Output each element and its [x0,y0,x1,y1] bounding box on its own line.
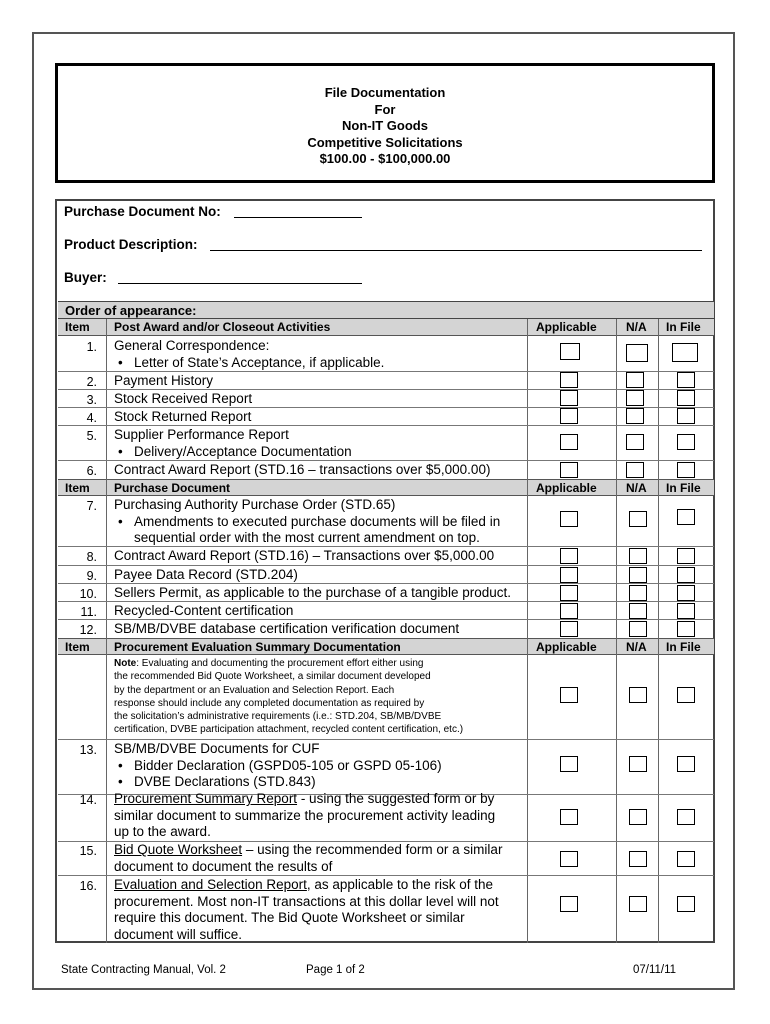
item-link-text: Bid Quote Worksheet [114,842,243,857]
in-file-checkbox[interactable] [677,756,695,772]
note-line: the solicitation’s administrative requirements (i.e.: STD.204, SB/MB/DVBE [114,711,442,723]
applicable-checkbox[interactable] [560,462,578,478]
purchase-document-field[interactable] [234,217,362,218]
na-checkbox[interactable] [629,756,647,772]
item-text: - using the suggested form or by [297,791,495,806]
note-label: Note [114,658,137,669]
in-file-checkbox[interactable] [677,390,695,406]
note-line: response should include any completed documentation as required by [114,697,425,709]
applicable-checkbox[interactable] [560,434,578,450]
item-text: Purchasing Authority Purchase Order (STD.65) [114,497,396,512]
order-of-appearance-header: Order of appearance: [58,301,714,319]
col-in-file: In File [666,320,701,334]
in-file-checkbox[interactable] [677,896,695,912]
evaluation-note [114,657,463,737]
applicable-checkbox[interactable] [560,809,578,825]
list-item [114,338,384,371]
row-divider [58,565,714,566]
na-checkbox[interactable] [626,408,644,424]
title-line-2: For [374,101,396,117]
col-na: N/A [626,320,647,334]
item-number: 9. [86,569,97,583]
item-text: up to the award. [114,824,211,839]
applicable-checkbox[interactable] [560,567,578,583]
in-file-checkbox[interactable] [677,809,695,825]
item-bullet-continued: sequential order with the most current amendment on top. [134,530,480,545]
note-line: by the department or an Evaluation and Selection Report. Each [114,684,395,696]
list-item: Sellers Permit, as applicable to the purchase of a tangible product. [114,585,511,600]
title-line-5: $100.00 - $100,000.00 [319,151,451,166]
column-divider [658,319,659,943]
list-item [114,842,502,875]
list-item: Contract Award Report (STD.16 – transactions over $5,000.00) [114,462,491,477]
applicable-checkbox[interactable] [560,390,578,406]
applicable-checkbox[interactable] [560,511,578,527]
buyer-field[interactable] [118,283,362,284]
applicable-checkbox[interactable] [560,621,578,637]
section-title-purchase-document: Purchase Document [114,481,231,495]
item-number: 1. [86,340,97,354]
item-number: 3. [86,393,97,407]
applicable-checkbox[interactable] [560,756,578,772]
item-text: similar document to summarize the procurement activity leading [114,807,496,823]
in-file-checkbox[interactable] [677,621,695,637]
item-number: 13. [79,743,97,757]
item-bullet: • Delivery/Acceptance Documentation [114,444,352,461]
col-in-file: In File [666,640,701,654]
row-divider [58,875,714,876]
in-file-checkbox[interactable] [677,687,695,703]
col-na: N/A [626,640,647,654]
list-item: Payee Data Record (STD.204) [114,567,298,582]
item-number: 6. [86,464,97,478]
item-number: 2. [86,375,97,389]
list-item: Contract Award Report (STD.16) – Transactions over $5,000.00 [114,548,495,563]
item-number: 12. [79,623,97,637]
item-text: , as applicable to the risk of the [306,877,493,892]
item-text: – using the recommended form or a similar [242,842,503,857]
product-description-label: Product Description: [64,237,198,252]
title-line-4: Competitive Solicitations [307,134,463,150]
col-item: Item [65,640,90,654]
applicable-checkbox[interactable] [560,603,578,619]
row-divider [58,460,714,461]
na-checkbox[interactable] [629,585,647,601]
row-divider [58,371,714,372]
footer-manual-title: State Contracting Manual, Vol. 2 [61,964,226,976]
item-number: 16. [79,879,97,893]
in-file-checkbox[interactable] [677,851,695,867]
col-item: Item [65,481,90,495]
column-divider [616,319,617,943]
in-file-checkbox[interactable] [677,462,695,478]
item-number: 5. [86,429,97,443]
col-item: Item [65,320,90,334]
applicable-checkbox[interactable] [560,548,578,564]
item-bullet: • Letter of State’s Acceptance, if applicable. [114,355,384,372]
item-text: document will suffice. [114,926,243,942]
in-file-checkbox[interactable] [677,372,695,388]
item-number: 15. [79,844,97,858]
na-checkbox[interactable] [626,462,644,478]
row-divider [58,739,714,740]
item-text: procurement. Most non-IT transactions at this dollar level will not [114,893,499,909]
applicable-checkbox[interactable] [560,896,578,912]
na-checkbox[interactable] [626,390,644,406]
na-checkbox[interactable] [629,603,647,619]
col-in-file: In File [666,481,701,495]
item-text: SB/MB/DVBE Documents for CUF [114,741,320,756]
col-applicable: Applicable [536,640,597,654]
na-checkbox[interactable] [629,621,647,637]
note-line: : Evaluating and documenting the procurement effort either using [136,658,424,669]
col-na: N/A [626,481,647,495]
na-checkbox[interactable] [629,548,647,564]
applicable-checkbox[interactable] [560,851,578,867]
product-description-field[interactable] [210,250,702,251]
na-checkbox[interactable] [626,434,644,450]
in-file-checkbox[interactable] [677,548,695,564]
list-item: Stock Returned Report [114,409,252,424]
na-checkbox[interactable] [629,687,647,703]
in-file-checkbox[interactable] [677,585,695,601]
in-file-checkbox[interactable] [677,603,695,619]
col-applicable: Applicable [536,481,597,495]
list-item [114,791,495,841]
applicable-checkbox[interactable] [560,372,578,388]
title-line-3: Non-IT Goods [342,118,428,133]
item-text: document to document the results of [114,858,333,874]
section-title-procurement-evaluation: Procurement Evaluation Summary Documentation [114,640,401,654]
title-box [55,63,715,183]
buyer-label: Buyer: [64,270,107,285]
footer-page-number: Page 1 of 2 [306,964,365,976]
applicable-checkbox[interactable] [560,343,580,360]
applicable-checkbox[interactable] [560,408,578,424]
item-bullet: • Amendments to executed purchase documents will be filed in [114,514,500,531]
item-text: General Correspondence: [114,338,270,353]
list-item: Payment History [114,373,214,388]
list-item: SB/MB/DVBE database certification verification document [114,621,460,636]
column-divider [106,319,107,943]
list-item [114,427,352,460]
in-file-checkbox[interactable] [677,434,695,450]
na-checkbox[interactable] [629,511,647,527]
note-line: the recommended Bid Quote Worksheet, a similar document developed [114,671,431,683]
list-item [114,877,499,943]
na-checkbox[interactable] [626,372,644,388]
na-checkbox[interactable] [629,567,647,583]
in-file-checkbox[interactable] [677,509,695,525]
list-item: Recycled-Content certification [114,603,294,618]
item-link-text: Procurement Summary Report [114,791,298,806]
applicable-checkbox[interactable] [560,687,578,703]
list-item: Stock Received Report [114,391,253,406]
in-file-checkbox[interactable] [672,343,698,362]
item-number: 4. [86,411,97,425]
item-text: Supplier Performance Report [114,427,289,442]
item-number: 10. [79,587,97,601]
na-checkbox[interactable] [629,809,647,825]
footer-date: 07/11/11 [633,964,677,976]
item-text: require this document. The Bid Quote Worksheet or similar [114,910,465,925]
in-file-checkbox[interactable] [677,408,695,424]
item-number: 8. [86,550,97,564]
na-checkbox[interactable] [626,344,648,362]
item-bullet: • Bidder Declaration (GSPD05-105 or GSPD 05-106) [114,758,442,775]
na-checkbox[interactable] [629,851,647,867]
list-item [114,741,442,791]
na-checkbox[interactable] [629,896,647,912]
title-line-1: File Documentation [324,85,446,100]
item-number: 7. [86,499,97,513]
in-file-checkbox[interactable] [677,567,695,583]
item-number: 11. [80,605,97,619]
note-line: certification, DVBE participation attachment, recycled content certification, etc.) [114,724,464,736]
col-applicable: Applicable [536,320,597,334]
item-bullet: • DVBE Declarations (STD.843) [114,774,442,791]
purchase-document-label: Purchase Document No: [64,204,221,219]
applicable-checkbox[interactable] [560,585,578,601]
item-number: 14. [79,793,97,807]
column-divider [527,319,528,943]
list-item [114,497,500,547]
section-title-post-award: Post Award and/or Closeout Activities [114,320,331,334]
item-link-text: Evaluation and Selection Report [114,877,307,892]
checklist-form [55,199,715,943]
